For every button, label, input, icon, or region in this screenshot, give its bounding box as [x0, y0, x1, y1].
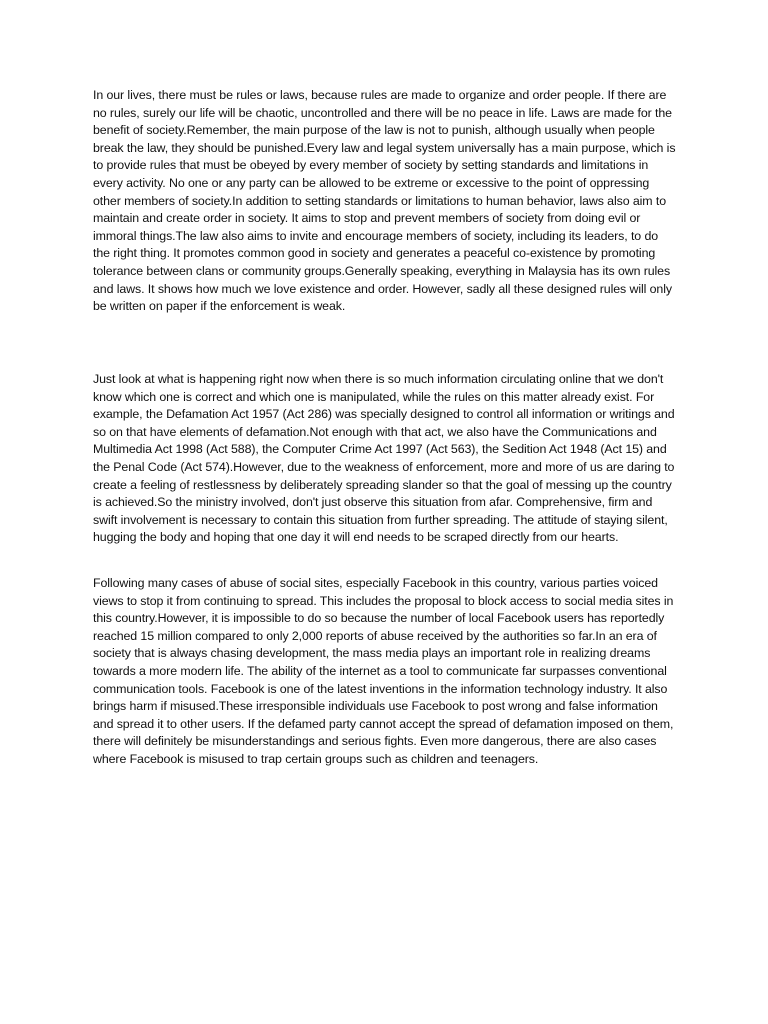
paragraph-online-information: Just look at what is happening right now when there is so much information circulating online that we don't know which one is correct and which one is manipulated, while the rules on this matter already exist. For example, the Defamation Act 1957 (Act 286) was specially designed to control all information or writings and so on that have elements of defamation.Not enough with that act, we also have the Communications and Multimedia Act 1998 (Act 588), the Computer Crime Act 1997 (Act 563), the Sedition Act 1948 (Act 15) and the Penal Code (Act 574).However, due to the weakness of enforcement, more and more of us are daring to create a feeling of restlessness by deliberately spreading slander so that the goal of messing up the country is achieved.So the ministry involved, don't just observe this situation from afar. Comprehensive, firm and swift involvement is necessary to contain this situation from further spreading. The attitude of staying silent, hugging the body and hoping that one day it will end needs to be scraped directly from our hearts. [93, 372, 675, 545]
paragraph-social-media-abuse: Following many cases of abuse of social sites, especially Facebook in this country, various parties voiced views to stop it from continuing to spread. This includes the proposal to block access to social media sites in this country.However, it is impossible to do so because the number of local Facebook users has reportedly reached 15 million compared to only 2,000 reports of abuse received by the authorities so far.In an era of society that is always chasing development, the mass media plays an important role in realizing dreams towards a more modern life. The ability of the internet as a tool to communicate far surpasses conventional communication tools. Facebook is one of the latest inventions in the information technology industry. It also brings harm if misused.These irresponsible individuals use Facebook to post wrong and false information and spread it to other users. If the defamed party cannot accept the spread of defamation imposed on them, there will definitely be misunderstandings and serious fights. Even more dangerous, there are also cases where Facebook is misused to trap certain groups such as children and teenagers. [93, 576, 674, 766]
paragraph-rules-and-laws: In our lives, there must be rules or laws, because rules are made to organize and order people. If there are no rules, surely our life will be chaotic, uncontrolled and there will be no peace in life. Laws are made for the benefit of society.Remember, the main purpose of the law is not to punish, although usually when people break the law, they should be punished.Every law and legal system universally has a main purpose, which is to provide rules that must be obeyed by every member of society by setting standards and limitations in every activity. No one or any party can be allowed to be extreme or excessive to the point of oppressing other members of society.In addition to setting standards or limitations to human behavior, laws also aim to maintain and create order in society. It aims to stop and prevent members of society from doing evil or immoral things.The law also aims to invite and encourage members of society, including its leaders, to do the right thing. It promotes common good in society and generates a peaceful co-existence by promoting tolerance between clans or community groups.Generally speaking, everything in Malaysia has its own rules and laws. It shows how much we love existence and order. However, sadly all these designed rules will only be written on paper if the enforcement is weak. [93, 88, 676, 314]
